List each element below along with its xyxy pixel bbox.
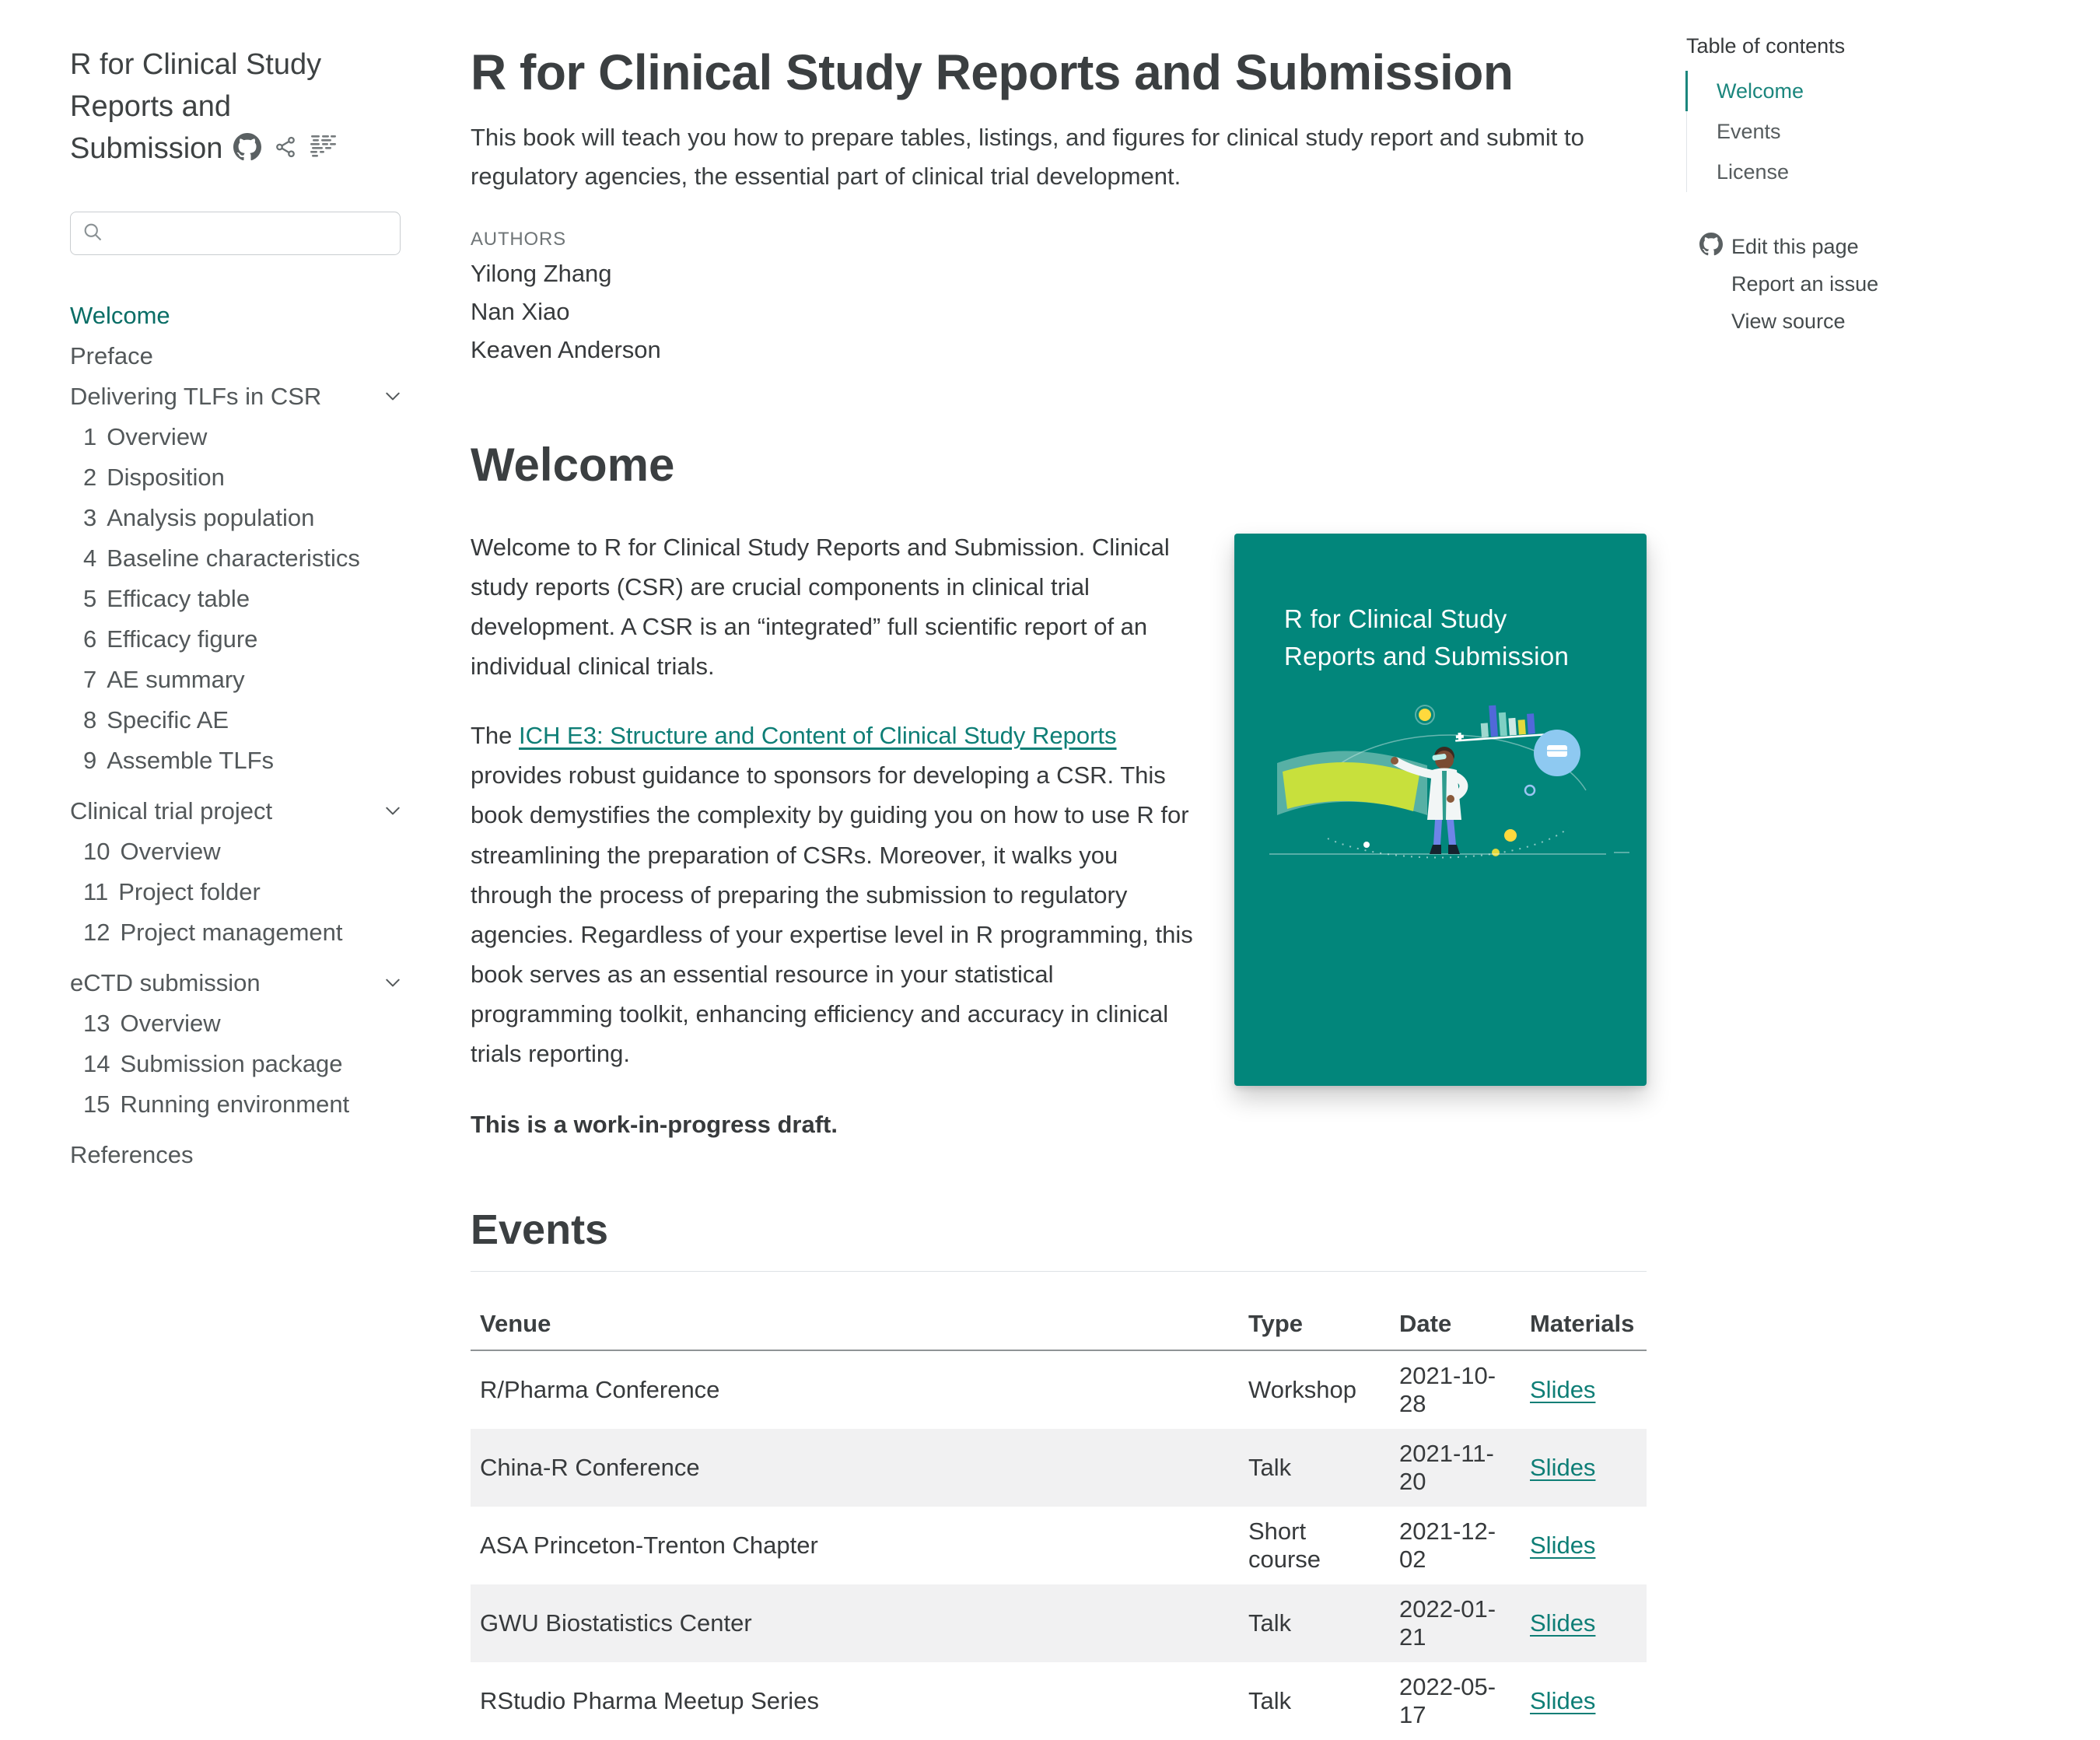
sidebar-nav-item[interactable] (70, 579, 406, 619)
page-link-icon-slot (1699, 309, 1724, 334)
sidebar-nav-item[interactable] (70, 872, 406, 912)
venue-cell: RStudio Pharma Meetup Series (480, 1687, 819, 1715)
type-cell: Talk (1248, 1609, 1292, 1637)
welcome-paragraph-1: Welcome to R for Clinical Study Reports and Submission. Clinical study reports (CSR) are crucial components in clinical trial development. A CSR is an “integrated” full scientific report of an individual clinical trials. (471, 533, 1170, 680)
date-cell: 2022-05-17 (1399, 1673, 1496, 1729)
sidebar-nav-item[interactable] (70, 1135, 406, 1175)
venue-cell: ASA Princeton-Trenton Chapter (480, 1532, 818, 1560)
table-row (471, 1507, 1647, 1584)
book-title (70, 44, 375, 170)
chapter-number: 11 (83, 878, 109, 905)
sidebar-item-label: Project folder (118, 878, 261, 905)
welcome-section (471, 527, 1647, 1140)
sidebar-nav-item[interactable] (70, 791, 406, 831)
authors-block (471, 229, 1647, 365)
date-cell: 2022-01-21 (1399, 1595, 1496, 1651)
slides-link[interactable]: Slides (1530, 1609, 1596, 1637)
toc-item (1685, 71, 2044, 111)
sidebar-nav-item[interactable] (70, 1084, 406, 1125)
type-cell: Short course (1248, 1518, 1321, 1574)
type-cell: Talk (1248, 1454, 1292, 1482)
materials-cell (1521, 1429, 1647, 1507)
book-cover-image (1234, 534, 1647, 1086)
table-of-contents (1686, 34, 2044, 340)
sidebar-item-label: Efficacy figure (107, 625, 258, 653)
book-title-text: R for Clinical Study Reports and Submission (70, 48, 322, 165)
author-name: Yilong Zhang (471, 259, 612, 287)
sidebar-nav-item[interactable] (70, 660, 406, 700)
events-table-header-row (471, 1298, 1647, 1350)
welcome-heading: Welcome (471, 438, 675, 491)
sidebar-nav-item[interactable] (70, 912, 406, 953)
page-link-label: View source (1731, 310, 1846, 333)
page-link-label: Report an issue (1731, 272, 1879, 296)
sidebar-item-label: Assemble TLFs (107, 747, 275, 774)
page-link-icon-slot (1699, 271, 1724, 296)
sidebar-nav-item[interactable] (70, 619, 406, 660)
page-link-icon-slot (1699, 234, 1724, 259)
sidebar (70, 44, 406, 1175)
main-content (471, 0, 1647, 1740)
materials-cell (1521, 1350, 1647, 1429)
sidebar-nav-item[interactable] (70, 296, 406, 336)
venue-cell: R/Pharma Conference (480, 1376, 720, 1404)
sidebar-item-label: Analysis population (107, 504, 315, 531)
events-heading: Events (471, 1206, 1647, 1272)
toc-link[interactable]: License (1717, 160, 1790, 184)
sidebar-item-label: Running environment (120, 1091, 350, 1118)
sidebar-nav-item[interactable] (70, 740, 406, 781)
sidebar-item-label: Welcome (70, 302, 170, 329)
column-header-materials: Materials (1521, 1298, 1647, 1350)
toc-title: Table of contents (1686, 34, 1846, 58)
sidebar-nav-item[interactable] (70, 376, 406, 417)
materials-cell (1521, 1507, 1647, 1584)
chapter-number: 15 (83, 1091, 110, 1118)
venue-cell: China-R Conference (480, 1454, 700, 1482)
chapter-number: 4 (83, 544, 97, 572)
paragraph-text: provides robust guidance to sponsors for developing a CSR. This book demystifies the complexity by guiding you on how to use R for streamlining the preparation of CSRs. Moreover, it walks you through the process of preparing the submission to regulatory agencies. Regardless of your expertise level in R programming, this book serves as an essential resource in your statistical programming toolkit, enhancing efficiency and accuracy in clinical trials reporting. (471, 761, 1193, 1068)
events-table (471, 1298, 1647, 1740)
chapter-number: 7 (83, 666, 97, 693)
chapter-number: 1 (83, 423, 97, 450)
sidebar-item-label: Clinical trial project (70, 797, 273, 824)
chapter-number: 10 (83, 838, 110, 865)
sidebar-item-label: Overview (107, 423, 208, 450)
paragraph-text: The (471, 722, 520, 750)
sidebar-nav-item[interactable] (70, 538, 406, 579)
sidebar-nav (70, 296, 406, 1175)
sidebar-nav-item[interactable] (70, 417, 406, 457)
github-icon[interactable] (233, 133, 261, 161)
toc-link[interactable]: Events (1717, 120, 1781, 143)
sidebar-item-label: Delivering TLFs in CSR (70, 383, 322, 410)
sidebar-item-label: Disposition (107, 464, 225, 491)
chapter-number: 12 (83, 919, 110, 946)
sidebar-item-label: AE summary (107, 666, 245, 693)
sidebar-nav-item[interactable] (70, 700, 406, 740)
github-icon (1699, 233, 1723, 261)
sidebar-item-label: Baseline characteristics (107, 544, 360, 572)
venue-cell: GWU Biostatistics Center (480, 1609, 752, 1637)
sidebar-item-label: Submission package (120, 1050, 343, 1077)
chapter-number: 14 (83, 1050, 110, 1077)
sidebar-nav-item[interactable] (70, 498, 406, 538)
slides-link[interactable]: Slides (1530, 1687, 1596, 1715)
chevron-down-icon[interactable] (384, 383, 401, 411)
lines-icon[interactable] (310, 135, 338, 159)
sidebar-nav-item[interactable] (70, 831, 406, 872)
toc-link[interactable]: Welcome (1717, 79, 1804, 103)
date-cell: 2021-12-02 (1399, 1518, 1496, 1574)
sidebar-item-label: Project management (120, 919, 343, 946)
type-cell: Talk (1248, 1687, 1292, 1715)
page-tool-link[interactable] (1686, 228, 2044, 265)
toc-item (1687, 111, 2044, 152)
slides-link[interactable]: Slides (1530, 1376, 1596, 1404)
chevron-down-icon[interactable] (384, 797, 401, 825)
cover-title: R for Clinical Study Reports and Submission (1284, 604, 1570, 670)
work-in-progress-note: This is a work-in-progress draft. (471, 1111, 838, 1139)
chevron-down-icon[interactable] (384, 969, 401, 997)
table-row (471, 1584, 1647, 1662)
toc-item (1687, 152, 2044, 192)
sidebar-item-label: Preface (70, 342, 153, 369)
slides-link[interactable]: Slides (1530, 1454, 1596, 1482)
type-cell: Workshop (1248, 1376, 1356, 1404)
title-icon-row (233, 133, 338, 161)
materials-cell (1521, 1662, 1647, 1740)
page-tool-link[interactable] (1686, 265, 2044, 303)
column-header-date: Date (1390, 1298, 1521, 1350)
chapter-number: 6 (83, 625, 97, 653)
chapter-number: 8 (83, 706, 97, 733)
page-title: R for Clinical Study Reports and Submission (471, 44, 1514, 100)
chapter-number: 9 (83, 747, 97, 774)
sidebar-item-label: References (70, 1141, 194, 1168)
sidebar-nav-item[interactable] (70, 457, 406, 498)
authors-label: AUTHORS (471, 228, 566, 250)
share-icon[interactable] (274, 135, 297, 159)
table-row (471, 1350, 1647, 1429)
author-name: Nan Xiao (471, 297, 570, 325)
sidebar-item-label: Specific AE (107, 706, 229, 733)
date-cell: 2021-10-28 (1399, 1362, 1496, 1418)
chapter-number: 3 (83, 504, 97, 531)
author-name: Keaven Anderson (471, 335, 661, 363)
materials-cell (1521, 1584, 1647, 1662)
chapter-number: 5 (83, 585, 97, 612)
sidebar-nav-item[interactable] (70, 963, 406, 1003)
sidebar-nav-item[interactable] (70, 336, 406, 376)
search-icon (82, 221, 103, 247)
sidebar-item-label: Efficacy table (107, 585, 250, 612)
column-header-type: Type (1239, 1298, 1390, 1350)
slides-link[interactable]: Slides (1530, 1532, 1596, 1560)
sidebar-item-label: Overview (120, 838, 221, 865)
page-subtitle: This book will teach you how to prepare tables, listings, and figures for clinical study report and submit to regulatory agencies, the essential part of clinical trial development. (471, 124, 1584, 190)
table-row (471, 1429, 1647, 1507)
sidebar-nav-item[interactable] (70, 1003, 406, 1044)
chapter-number: 13 (83, 1010, 110, 1037)
search-input[interactable] (111, 221, 392, 246)
chapter-number: 2 (83, 464, 97, 491)
table-row (471, 1662, 1647, 1740)
ich-e3-link[interactable]: ICH E3: Structure and Content of Clinical Study Reports (519, 722, 1117, 750)
sidebar-item-label: eCTD submission (70, 969, 261, 996)
sidebar-item-label: Overview (120, 1010, 221, 1037)
date-cell: 2021-11-20 (1399, 1440, 1494, 1496)
page-tool-link[interactable] (1686, 303, 2044, 340)
page-link-label: Edit this page (1731, 235, 1859, 258)
search-box[interactable] (70, 212, 401, 255)
column-header-venue: Venue (471, 1298, 1239, 1350)
sidebar-nav-item[interactable] (70, 1044, 406, 1084)
